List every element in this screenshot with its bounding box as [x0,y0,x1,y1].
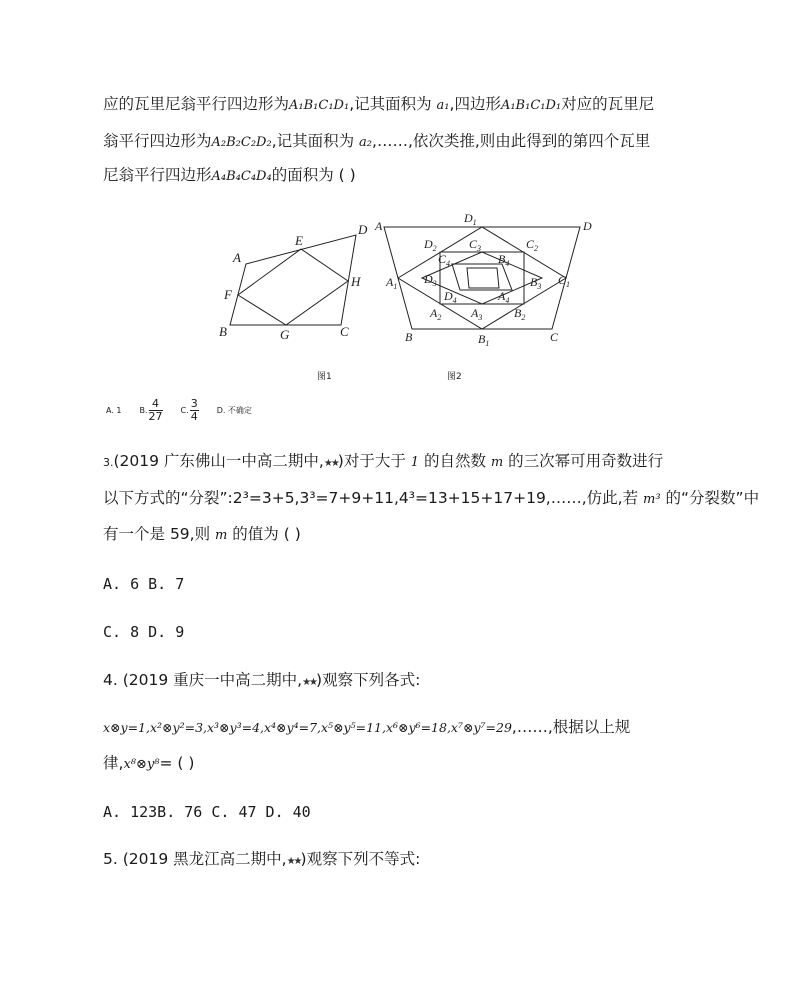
q2-line-2 [103,131,650,153]
q3-options-line-2: C. 8 D. 9 [103,623,185,641]
fig1-varignon-parallelogram [238,249,348,325]
figure-2-nested-quadrilaterals [372,210,592,350]
difficulty-stars-icon: ★★ [323,458,338,469]
q3-number: 3. [103,456,114,469]
fig1-label-G: G [280,327,290,342]
q4-l1-text-2: )观察下列各式: [316,671,421,689]
q2-option-c [181,398,199,423]
fig2-label-D3: $D_3$ [424,272,437,288]
q2-line-1 [103,94,654,116]
fig1-label-F: F [224,287,232,302]
q3-l1-text-1: (2019 广东佛山一中高二期中, [113,452,324,470]
fig2-label-D: D [583,219,592,233]
q2-option-c-denominator: 4 [190,410,198,423]
q3-l3-text-2: ,则 [189,525,216,543]
fig2-label-C2: $C_2$ [526,237,539,253]
q2-l3-text-1: 尼翁平行四边形 [103,166,212,184]
q2-l1-text-1: 应的瓦里尼翁平行四边形为 [103,95,290,113]
figure-1-caption: 图1 [317,372,332,382]
fig2-label-C4: $C_4$ [438,252,451,268]
q2-l2-text-3: ,……,依次类推,则由此得到的第四个瓦里 [372,132,651,150]
q2-l2-text-2: ,记其面积为 [271,132,360,150]
q5-l1-text-1: 5. (2019 黑龙江高二期中, [103,850,287,868]
fig2-label-C: C [550,330,559,344]
q3-l3-text-1: 有一个是 [103,525,170,543]
q3-l2-text-2: 的“分裂数”中 [660,489,760,507]
q3-l3-math-1: 59 [169,525,190,543]
q2-option-b-prefix: B. [139,406,148,415]
fig2-inner-rectangle [467,268,499,288]
q3-l2-math-1: m³ [643,492,661,507]
fig2-label-A3: $A_3$ [471,306,483,322]
fig2-label-A4: $A_4$ [498,289,510,305]
q5-l1-text-2: )观察下列不等式: [300,850,421,868]
q3-l1-math-2: m [490,455,504,470]
q3-l1-math-1: 1 [410,455,420,470]
q3-line-2 [103,488,759,510]
q2-l1-math-3: A₁B₁C₁D₁ [500,98,562,113]
fig2-label-B3: $B_3$ [530,275,542,291]
figure-1-quadrilateral [216,218,376,348]
fig2-label-A2: $A_2$ [430,306,442,322]
fig1-label-B: B [219,324,227,339]
fig1-label-C: C [340,324,349,339]
fig2-label-B2: $B_2$ [514,306,526,322]
fig2-label-A1: $A_1$ [386,275,398,291]
q4-line-1 [103,670,420,693]
q3-line-3 [103,524,301,546]
q2-l1-math-2: a₁ [436,98,450,113]
fig1-label-H: H [351,274,361,289]
q2-l3-text-2: 的面积为 ( ) [271,166,356,184]
q3-l2-text-1: 以下方式的“分裂”:2³=3+5,3³=7+9+11,4³=13+15+17+19,……,仿此,若 [103,489,644,507]
q2-l3-math-1: A₄B₄C₄D₄ [211,169,272,184]
fig2-label-C1: $C_1$ [558,273,571,289]
q2-option-b-denominator: 27 [148,410,163,423]
q2-option-b [140,398,163,423]
q3-l1-text-3: 的自然数 [419,452,491,470]
fig2-label-B4: $B_4$ [498,252,510,268]
fig2-label-D2: $D_2$ [424,237,437,253]
fig1-label-E: E [295,233,303,248]
q2-l2-math-2: a₂ [359,135,373,150]
q2-l2-text-1: 翁平行四边形为 [103,132,212,150]
fig2-label-B: B [405,330,413,344]
q3-options-line-1: A. 6 B. 7 [103,575,185,593]
q2-option-c-fraction [190,398,199,423]
q2-l1-math-1: A₁B₁C₁D₁ [289,98,350,113]
q2-option-b-fraction [149,398,163,423]
q2-option-c-numerator: 3 [190,397,198,410]
figure-2-caption: 图2 [447,372,462,382]
q3-l3-text-3: 的值为 ( ) [227,525,301,543]
q3-l3-math-2: m [215,528,228,543]
fig1-outer-quadrilateral [230,235,356,325]
fig2-label-C3: $C_3$ [469,237,482,253]
q4-l3-text-1: 律, [103,754,124,772]
q2-l1-text-2: ,记其面积为 [349,95,437,113]
q4-line-3 [103,753,194,775]
q4-l1-text-1: 4. (2019 重庆一中高二期中, [103,671,303,689]
q4-l2-text-1: ,……,根据以上规 [511,718,631,736]
q4-l2-math-1: x⊗y=1,x²⊗y²=3,x³⊗y³=4,x⁴⊗y⁴=7,x⁵⊗y⁵=11,x⁶⊗y⁶=18,x⁷⊗y⁷=29 [103,720,512,735]
fig2-label-A: A [375,219,383,233]
q2-l2-math-1: A₂B₂C₂D₂ [211,135,272,150]
q3-line-1 [103,451,663,474]
fig2-label-D4: $D_4$ [444,289,457,305]
q5-line-1 [103,849,420,872]
q2-option-c-prefix: C. [180,406,189,415]
q2-option-d: D. 不确定 [216,406,252,415]
q2-options [106,398,252,423]
difficulty-stars-icon: ★★ [286,856,301,867]
q3-l1-text-4: 的三次幂可用奇数进行 [503,452,664,470]
fig2-label-B1: $B_1$ [478,332,490,348]
q2-line-3 [103,165,356,187]
difficulty-stars-icon: ★★ [302,677,317,688]
q4-options: A. 123B. 76 C. 47 D. 40 [103,803,311,821]
fig2-label-D1: $D_1$ [464,211,477,227]
q2-option-a: A. 1 [106,406,122,415]
q4-l3-math-1: x⁸⊗y⁸ [123,757,160,772]
q3-l1-text-2: )对于大于 [337,452,411,470]
q4-l3-text-2: = ( ) [159,754,195,772]
q4-line-2 [103,717,630,738]
q2-l1-text-4: 对应的瓦里尼 [561,95,655,113]
fig1-label-A: A [233,250,241,265]
q2-l1-text-3: ,四边形 [449,95,501,113]
q2-option-b-numerator: 4 [149,398,163,411]
fig1-label-D: D [358,222,368,237]
